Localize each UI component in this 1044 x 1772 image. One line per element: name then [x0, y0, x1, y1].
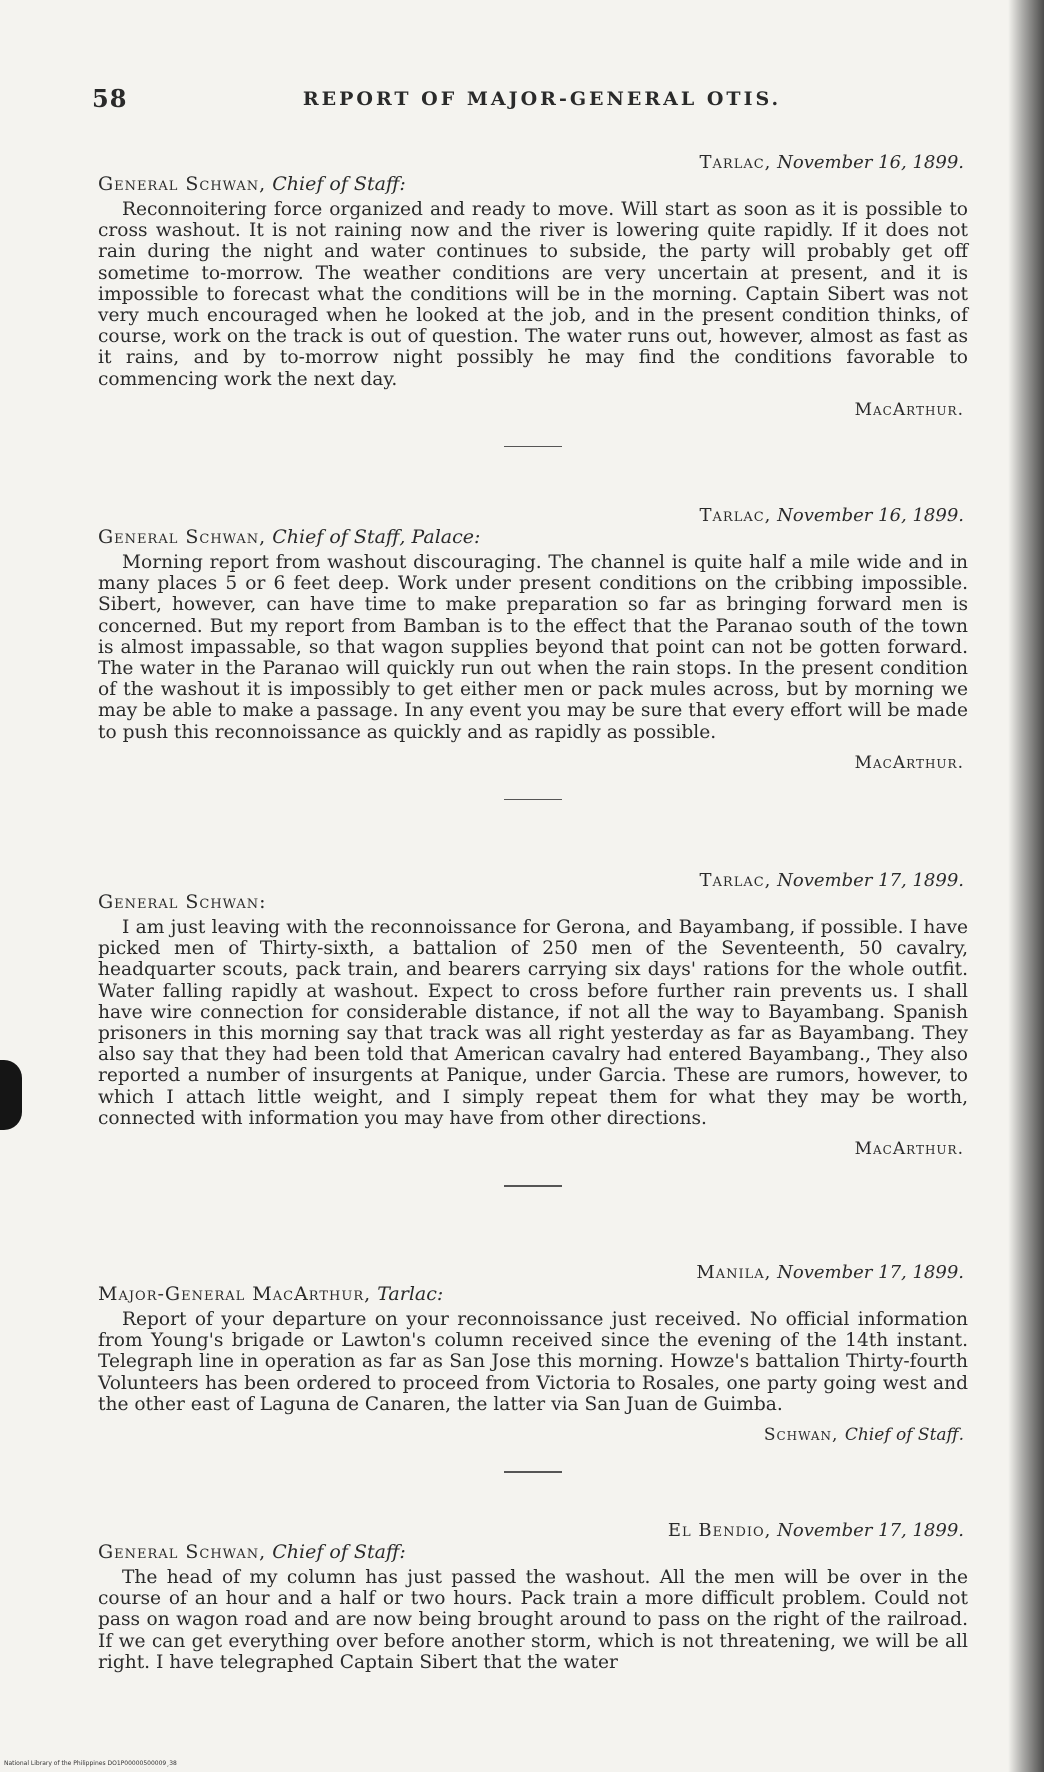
dispatch-2	[98, 505, 968, 800]
dateline	[98, 1520, 968, 1541]
dispatch-body: Reconnoitering force organized and ready to move. Will start as soon as it is possible to cross washout. It is not raining now and the river is lowering quite rapidly. If it does not rain during the night and water continues to subside, the party will probably get off sometime to-morrow. The weather conditions are very uncertain at present, and it is impossible to forecast what the conditions will be in the morning. Captain Sibert was not very much encouraged when he looked at the job, and in the present condition thinks, of course, work on the track is out of question. The water runs out, however, almost as fast as it rains, and by to-morrow night possibly he may find the conditions favorable to commencing work the next day.	[98, 199, 968, 390]
dateline	[98, 870, 968, 891]
addressee	[98, 1283, 968, 1305]
addressee	[98, 173, 968, 195]
dateline-date: November 16, 1899.	[777, 152, 964, 173]
dateline-date: November 17, 1899.	[777, 870, 964, 891]
addressee	[98, 891, 968, 913]
signature	[98, 1139, 968, 1159]
addressee-role: Tarlac:	[377, 1283, 444, 1305]
addressee	[98, 526, 968, 548]
dateline-date: November 17, 1899.	[777, 1520, 964, 1541]
dispatch-body: Morning report from washout discouraging. The channel is quite half a mile wide and in many places 5 or 6 feet deep. Work under present conditions on the cribbing impossible. Sibert, however, can have time to make preparation so far as bringing forward men is concerned. But my report from Bamban is to the effect that the Paranao south of the town is almost impassable, so that wagon supplies beyond that point can not be gotten forward. The water in the Paranao will quickly run out when the rain stops. In the present condition of the washout it is impossibly to get either men or pack mules across, but by morning we may be able to make a passage. In any event you may be sure that every effort will be made to push this reconnoissance as quickly and as rapidly as possible.	[98, 552, 968, 743]
addressee-role: Chief of Staff:	[272, 173, 406, 195]
signature-role: Chief of Staff.	[844, 1425, 964, 1446]
addressee	[98, 1541, 968, 1563]
addressee-role: Chief of Staff, Palace:	[272, 526, 481, 548]
page-number: 58	[92, 84, 128, 113]
dispatch-3	[98, 870, 968, 1187]
addressee-name: General Schwan:	[98, 891, 267, 913]
signature-name: MacArthur.	[854, 752, 964, 773]
page-binding-shadow	[1008, 0, 1044, 1772]
dispatch-body: I am just leaving with the reconnoissance for Gerona, and Bayambang, if possible. I have picked men of Thirty-sixth, a battalion of 250 men of the Seventeenth, 50 cavalry, headquarter scouts, pack train, and bearers carrying six days' rations for the whole outfit. Water falling rapidly at washout. Expect to cross before further rain prevents us. I shall have wire connection for considerable distance, if not all the way to Bayambang. Spanish prisoners in this morning say that track was all right yesterday as far as Bayambang. They also say that they had been told that American cavalry had entered Bayambang., They also reported a number of insurgents at Panique, under Garcia. These are rumors, however, to which I attach little weight, and I simply repeat them for what they may be worth, connected with information you may have from other directions.	[98, 917, 968, 1129]
dateline	[98, 1262, 968, 1283]
addressee-name: General Schwan,	[98, 173, 267, 195]
dateline-place: Manila,	[696, 1262, 772, 1283]
dispatch-1	[98, 152, 968, 447]
addressee-name: Major-General MacArthur,	[98, 1283, 372, 1305]
dispatch-4	[98, 1262, 968, 1473]
section-divider	[504, 799, 562, 801]
dateline	[98, 152, 968, 173]
dispatch-body: Report of your departure on your reconnoissance just received. No official information from Young's brigade or Lawton's column received since the evening of the 14th instant. Telegraph line in operation as far as San Jose this morning. Howze's battalion Thirty-fourth Volunteers has been ordered to proceed from Victoria to Rosales, one party going west and the other east of Laguna de Canaren, the latter via San Juan de Guimba.	[98, 1309, 968, 1415]
signature-name: Schwan,	[763, 1425, 839, 1446]
dateline	[98, 505, 968, 526]
signature	[98, 400, 968, 420]
dateline-date: November 17, 1899.	[777, 1262, 964, 1283]
running-head: REPORT OF MAJOR-GENERAL OTIS.	[302, 88, 782, 110]
dateline-place: Tarlac,	[699, 870, 772, 891]
scan-artifact	[0, 1060, 22, 1130]
signature-name: MacArthur.	[854, 1139, 964, 1160]
section-divider	[504, 1471, 562, 1473]
dateline-place: Tarlac,	[699, 505, 772, 526]
dispatch-5	[98, 1520, 968, 1673]
signature	[98, 1425, 968, 1445]
addressee-role: Chief of Staff:	[272, 1541, 406, 1563]
dispatch-body: The head of my column has just passed the washout. All the men will be over in the course of an hour and a half or two hours. Pack train a more difficult problem. Could not pass on wagon road and are now being brought around to pass on the right of the railroad. If we can get everything over before another storm, which is not threatening, we will be all right. I have telegraphed Captain Sibert that the water	[98, 1567, 968, 1673]
dateline-date: November 16, 1899.	[777, 505, 964, 526]
section-divider	[504, 446, 562, 448]
dateline-place: El Bendio,	[667, 1520, 772, 1541]
dateline-place: Tarlac,	[699, 152, 772, 173]
section-divider	[504, 1185, 562, 1187]
addressee-name: General Schwan,	[98, 1541, 267, 1563]
scan-footer: National Library of the Philippines DO1P00000500009¸38	[4, 1760, 177, 1767]
signature-name: MacArthur.	[854, 399, 964, 420]
addressee-name: General Schwan,	[98, 526, 267, 548]
signature	[98, 753, 968, 773]
